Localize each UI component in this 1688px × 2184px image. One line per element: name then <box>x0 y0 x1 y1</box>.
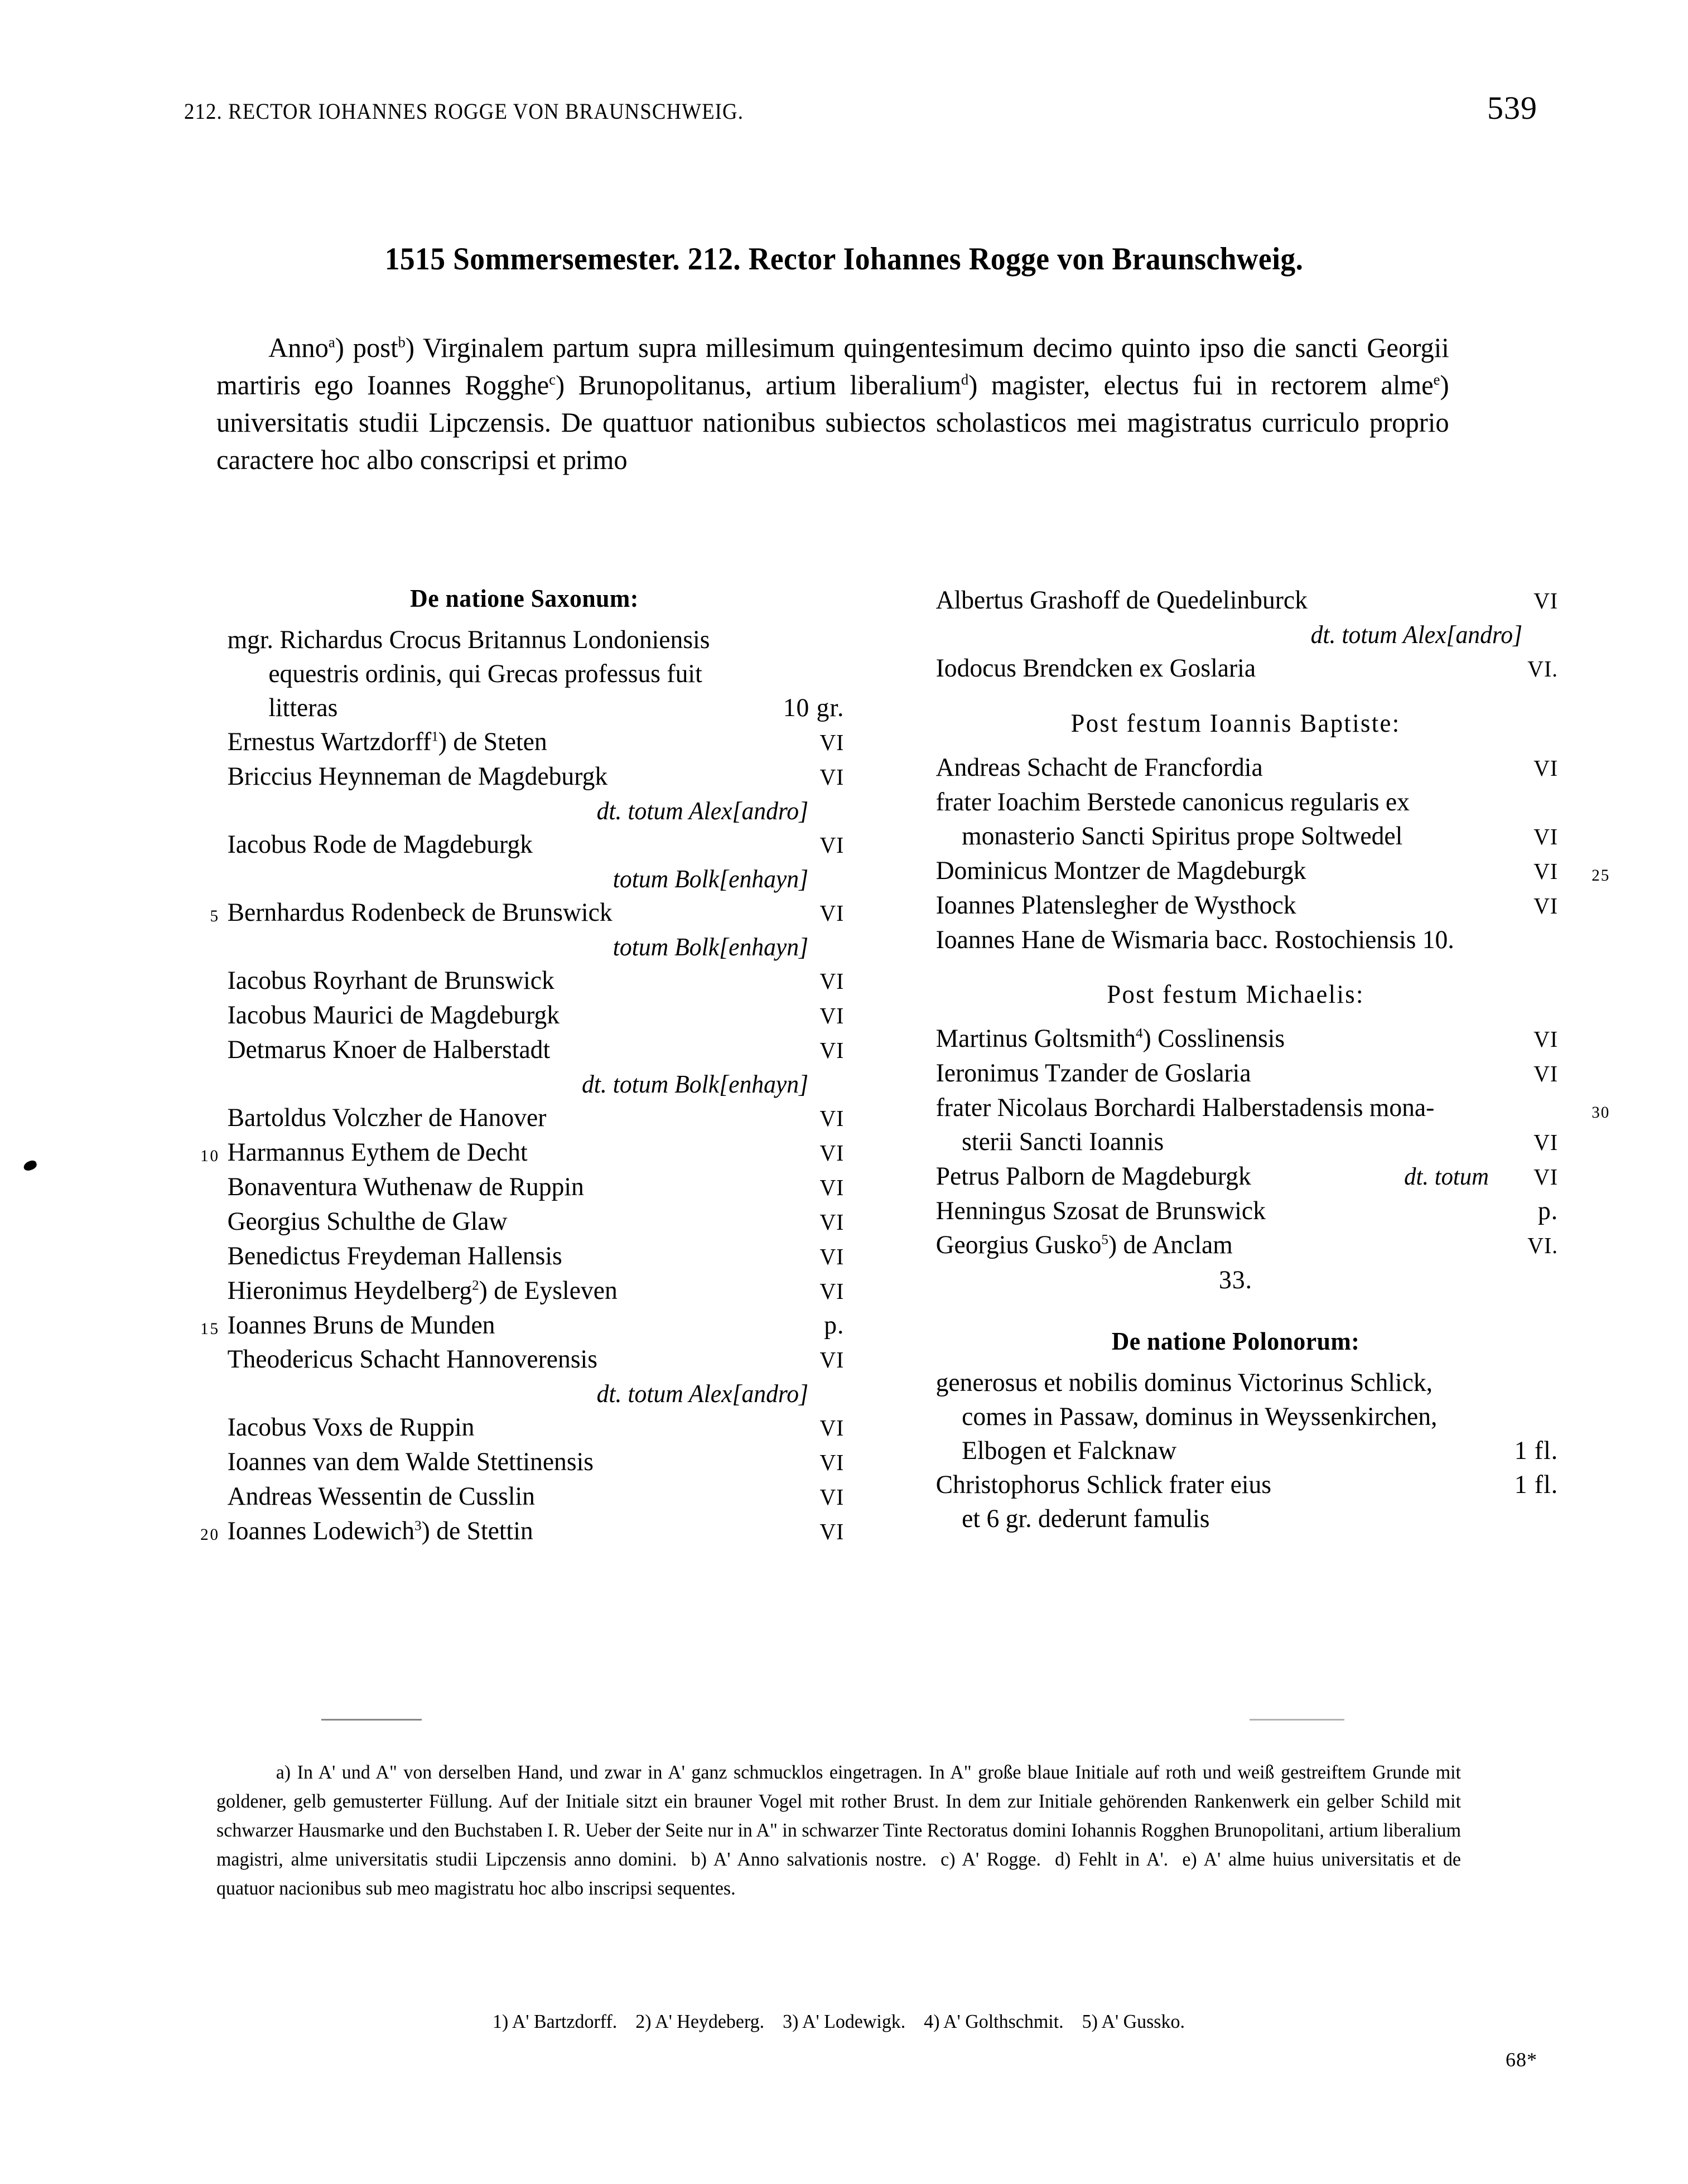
entry-name: Briccius Heynneman de Magdeburgk <box>227 762 608 791</box>
entry-name: Christophorus Schlick frater eius <box>935 1470 1272 1499</box>
entry-amount: VI <box>1533 1164 1559 1190</box>
entry-name-head: Ioannes Lodewich <box>227 1516 415 1545</box>
footnote-marker-c: c <box>549 370 556 388</box>
footnote-b: b) A' Anno salvationis nostre. <box>691 1848 927 1870</box>
entry-amount: VI <box>819 1175 845 1200</box>
list-item <box>893 583 1558 618</box>
footnote-d: d) Fehlt in A'. <box>1055 1848 1169 1870</box>
payment-note: dt. totum <box>1404 1163 1489 1190</box>
list-item <box>893 1159 1558 1194</box>
intro-seg-5: ) magister, electus fui in rectorem alme <box>968 369 1434 400</box>
list-item <box>184 998 844 1033</box>
heading-de-natione-polonorum: De natione Polonorum: <box>1111 1327 1360 1355</box>
line-number: 15 <box>200 1320 220 1338</box>
column-left <box>184 583 865 1549</box>
list-item <box>893 1502 1558 1536</box>
list-item <box>184 1342 844 1377</box>
entry-amount: VI <box>1533 755 1559 781</box>
list-item <box>893 651 1558 686</box>
list-item <box>893 1125 1558 1159</box>
footnote-1: 1) A' Bartzdorff. <box>493 2011 618 2032</box>
entry-amount: p. <box>1537 1196 1559 1225</box>
entry-name: Iacobus Maurici de Magdeburgk <box>227 1001 560 1030</box>
entry-amount: VI <box>819 1209 845 1235</box>
footnote-marker-2: 2 <box>472 1277 479 1293</box>
entry-name-head: Hieronimus Heydelberg <box>227 1276 472 1305</box>
intro-seg-6: ) universitatis studii Lipczensis. De quattuor nationibus subiectos scholasticos mei magistratus curriculo proprio caractere hoc albo conscripsi et primo <box>216 369 1449 475</box>
column-right <box>893 583 1610 1536</box>
list-item <box>184 1101 844 1136</box>
payment-note: dt. totum Alex[andro] <box>1310 621 1523 649</box>
payment-note: dt. totum Alex[andro] <box>596 797 809 825</box>
list-item <box>184 1308 844 1342</box>
heading-post-festum-ioannis-baptiste: Post festum Ioannis Baptiste: <box>1070 709 1401 738</box>
entry-name: litteras <box>268 693 338 722</box>
payment-note: dt. totum Bolk[enhayn] <box>581 1070 809 1098</box>
list-item <box>184 1410 844 1445</box>
list-item <box>893 1022 1558 1056</box>
footnote-separator-rule-right <box>1250 1719 1344 1721</box>
entry-amount: VI <box>819 1278 845 1304</box>
footnote-a: a) In A' und A" von derselben Hand, und zwar in A' ganz schmucklos eingetragen. In A" große blaue Initiale auf roth und weiß gestreiftem Grunde mit goldener, gelb gemusterter Füllung. Auf der Initiale sitzt ein brauner Vogel mit rother Brust. In dem zur Initiale gehörenden Rankenwerk ein gelber Schild mit schwarzer Hausmarke und den Buchstaben I. R. Ueber der Seite nur in A" in schwarzer Tinte Rectoratus domini Iohannis Rogghen Brunopolitani, artium liberalium magistri, alme universitatis studii Lipczensis anno domini. <box>216 1761 1462 1870</box>
entry-name: sterii Sancti Ioannis <box>962 1127 1164 1156</box>
entry-amount: VI <box>1533 824 1559 849</box>
entry-name <box>228 725 783 759</box>
entry-amount: VI <box>819 832 845 858</box>
entry-amount: VI <box>819 729 845 755</box>
entry-name-tail: ) de Eysleven <box>479 1276 618 1305</box>
entry-name: Iacobus Rode de Magdeburgk <box>227 830 533 859</box>
entry-name: Bonaventura Wuthenaw de Ruppin <box>227 1172 584 1201</box>
entry-name: frater Nicolaus Borchardi Halberstadensis mona- <box>935 1093 1435 1122</box>
heading-de-natione-saxonum: De natione Saxonum: <box>410 584 639 612</box>
intro-seg-4: ) Brunopolitanus, artium liberalium <box>556 369 961 400</box>
list-item <box>893 1400 1558 1434</box>
entry-name <box>936 1022 1497 1056</box>
list-item <box>184 1205 844 1239</box>
entry-amount: VI <box>819 1347 845 1373</box>
entry-name: Ieronimus Tzander de Goslaria <box>935 1059 1251 1088</box>
entry-name: generosus et nobilis dominus Victorinus Schlick, <box>935 1368 1433 1397</box>
list-item <box>184 623 844 657</box>
footnote-2: 2) A' Heydeberg. <box>635 2011 765 2032</box>
list-item <box>893 1091 1610 1125</box>
running-head-title: 212. RECTOR IOHANNES ROGGE VON BRAUNSCHWEIG. <box>184 99 744 124</box>
list-item <box>184 1445 844 1480</box>
intro-seg-2: ) post <box>335 332 398 363</box>
list-item <box>893 1366 1558 1400</box>
entry-name-head: Ernestus Wartzdorff <box>227 727 432 756</box>
entry-name: Dominicus Montzer de Magdeburgk <box>935 856 1306 885</box>
list-item <box>893 923 1558 957</box>
entry-name: Bernhardus Rodenbeck de Brunswick <box>227 898 612 927</box>
entry-name: Elbogen et Falcknaw <box>962 1436 1177 1465</box>
entry-name: equestris ordinis, qui Grecas professus fuit <box>268 659 702 688</box>
entry-name: Ioannes Platenslegher de Wysthock <box>935 891 1296 920</box>
heading-post-festum-michaelis: Post festum Michaelis: <box>1107 980 1364 1009</box>
list-item <box>184 657 844 691</box>
entry-name: frater Ioachim Berstede canonicus regularis ex <box>935 787 1410 816</box>
entry-name: et 6 gr. dederunt famulis <box>962 1504 1210 1533</box>
footnote-marker-a: a <box>328 333 335 351</box>
list-item <box>184 1480 844 1514</box>
matriculation-columns <box>0 583 1688 1688</box>
entry-amount: VI <box>819 1105 845 1131</box>
list-item <box>893 1434 1558 1468</box>
entry-amount: VI <box>819 1484 845 1510</box>
section-total: 33. <box>1219 1265 1252 1294</box>
entry-name-tail: ) Cosslinensis <box>1142 1024 1285 1053</box>
line-number: 30 <box>1591 1103 1610 1122</box>
entry-name-tail: ) de Anclam <box>1108 1230 1233 1259</box>
entry-amount: 1 fl. <box>1514 1470 1559 1499</box>
entry-name-head: Georgius Gusko <box>935 1230 1102 1259</box>
entry-name: Albertus Grashoff de Quedelinburck <box>935 586 1308 615</box>
entry-amount: VI <box>819 1244 845 1269</box>
list-item <box>184 828 844 862</box>
footnote-marker-4: 4 <box>1135 1025 1143 1041</box>
entry-name: Ioannes van dem Walde Stettinensis <box>227 1447 594 1476</box>
entry-name: Theodericus Schacht Hannoverensis <box>227 1345 597 1374</box>
entry-amount: VI <box>1533 1129 1559 1155</box>
line-number: 25 <box>1591 866 1610 885</box>
page-number: 539 <box>1487 90 1537 126</box>
entry-name: comes in Passaw, dominus in Weyssenkirchen, <box>962 1402 1438 1431</box>
entry-name <box>228 1274 783 1308</box>
entry-name: Detmarus Knoer de Halberstadt <box>227 1035 551 1064</box>
entry-amount: VI. <box>1527 1233 1559 1258</box>
list-item <box>893 888 1558 923</box>
entry-name: Andreas Schacht de Francfordia <box>935 753 1263 782</box>
intro-seg-3: ) Virginalem partum supra millesimum quingentesimum decimo quinto ipso die sancti Georgii martiris ego Ioannes Rogghe <box>216 332 1449 400</box>
entry-name: Petrus Palborn de Magdeburgk <box>935 1162 1251 1191</box>
list-item <box>184 760 844 794</box>
entry-amount: VI <box>819 968 845 994</box>
list-item <box>184 725 844 760</box>
running-head <box>184 89 1537 127</box>
entry-amount: VI <box>819 1519 845 1544</box>
list-item <box>893 1194 1558 1228</box>
footnote-e: e) A' alme huius universitatis et de quatuor nacionibus sub meo magistratu hoc albo inscripsi sequentes. <box>216 1848 1461 1899</box>
entry-name: Harmannus Eythem de Decht <box>227 1138 528 1167</box>
footnote-marker-1: 1 <box>431 728 438 745</box>
entry-name-head: Martinus Goltsmith <box>935 1024 1136 1053</box>
entry-name: mgr. Richardus Crocus Britannus Londoniensis <box>227 625 710 654</box>
entry-name: Iacobus Voxs de Ruppin <box>227 1413 475 1442</box>
footnote-marker-b: b <box>398 333 406 351</box>
payment-note: dt. totum Alex[andro] <box>596 1380 809 1408</box>
footnote-marker-d: d <box>961 370 969 388</box>
list-item <box>893 1056 1558 1091</box>
entry-name: monasterio Sancti Spiritus prope Soltwedel <box>962 822 1403 851</box>
list-item <box>893 1468 1558 1502</box>
entry-amount: VI <box>1533 893 1559 919</box>
list-item <box>893 854 1610 888</box>
list-item <box>184 1514 844 1549</box>
section-title: 1515 Sommersemester. 212. Rector Iohannes Rogge von Braunschweig. <box>384 241 1304 277</box>
entry-amount: 1 fl. <box>1514 1436 1559 1465</box>
list-item <box>893 751 1558 785</box>
entry-name-tail: ) de Steten <box>438 727 547 756</box>
list-item <box>184 1033 844 1067</box>
entry-amount: VI <box>819 1449 845 1475</box>
payment-note: totum Bolk[enhayn] <box>612 865 809 893</box>
line-number: 20 <box>200 1525 220 1544</box>
entry-name: Andreas Wessentin de Cusslin <box>227 1482 535 1511</box>
list-item <box>184 691 844 725</box>
entry-amount: VI <box>819 1415 845 1441</box>
line-number: 5 <box>210 907 220 925</box>
entry-amount: VI <box>819 900 845 926</box>
list-item <box>184 1136 844 1170</box>
entry-amount: 10 gr. <box>783 693 845 722</box>
entry-amount: VI. <box>1527 656 1559 682</box>
list-item <box>184 1170 844 1205</box>
entry-name: Bartoldus Volczher de Hanover <box>227 1103 547 1132</box>
footnote-4: 4) A' Golthschmit. <box>924 2011 1064 2032</box>
entry-name: Benedictus Freydeman Hallensis <box>227 1241 562 1270</box>
list-item <box>184 1274 844 1308</box>
entry-amount: p. <box>824 1311 845 1340</box>
entry-amount: VI <box>819 1003 845 1028</box>
entry-name <box>936 1228 1497 1262</box>
footnote-5: 5) A' Gussko. <box>1082 2011 1185 2032</box>
footnotes-block <box>216 1758 1461 1903</box>
list-item <box>893 1228 1558 1263</box>
footnote-marker-e: e <box>1433 370 1440 388</box>
footnote-marker-3: 3 <box>414 1517 422 1534</box>
list-item <box>893 785 1558 819</box>
footnote-3: 3) A' Lodewigk. <box>783 2011 906 2032</box>
footnote-c: c) A' Rogge. <box>941 1848 1041 1870</box>
list-item <box>184 1239 844 1274</box>
entry-name: Ioannes Bruns de Munden <box>227 1311 495 1340</box>
list-item <box>184 896 844 930</box>
numbered-footnotes <box>216 2008 1461 2036</box>
entry-name: Georgius Schulthe de Glaw <box>227 1207 508 1236</box>
entry-amount: VI <box>819 1037 845 1063</box>
entry-name: Henningus Szosat de Brunswick <box>935 1196 1266 1225</box>
line-number: 10 <box>200 1147 220 1165</box>
intro-paragraph <box>216 329 1449 479</box>
list-item <box>184 964 844 998</box>
entry-name-tail: ) de Stettin <box>421 1516 533 1545</box>
entry-amount: VI <box>819 764 845 790</box>
intro-seg-1: Anno <box>268 332 329 363</box>
entry-name: Iacobus Royrhant de Brunswick <box>227 966 554 995</box>
payment-note: totum Bolk[enhayn] <box>612 933 809 961</box>
footnote-separator-rule <box>321 1719 422 1721</box>
entry-amount: VI <box>819 1140 845 1166</box>
footnote-marker-5: 5 <box>1101 1231 1108 1248</box>
entry-name: Iodocus Brendcken ex Goslaria <box>935 654 1256 683</box>
list-item <box>893 819 1558 854</box>
entry-name: Ioannes Hane de Wismaria bacc. Rostochiensis 10. <box>935 925 1454 954</box>
entry-amount: VI <box>1533 588 1559 613</box>
entry-amount: VI <box>1533 858 1559 884</box>
signature-mark: 68* <box>1506 2048 1537 2071</box>
entry-amount: VI <box>1533 1026 1559 1052</box>
entry-amount: VI <box>1533 1061 1559 1086</box>
entry-name <box>228 1514 783 1548</box>
